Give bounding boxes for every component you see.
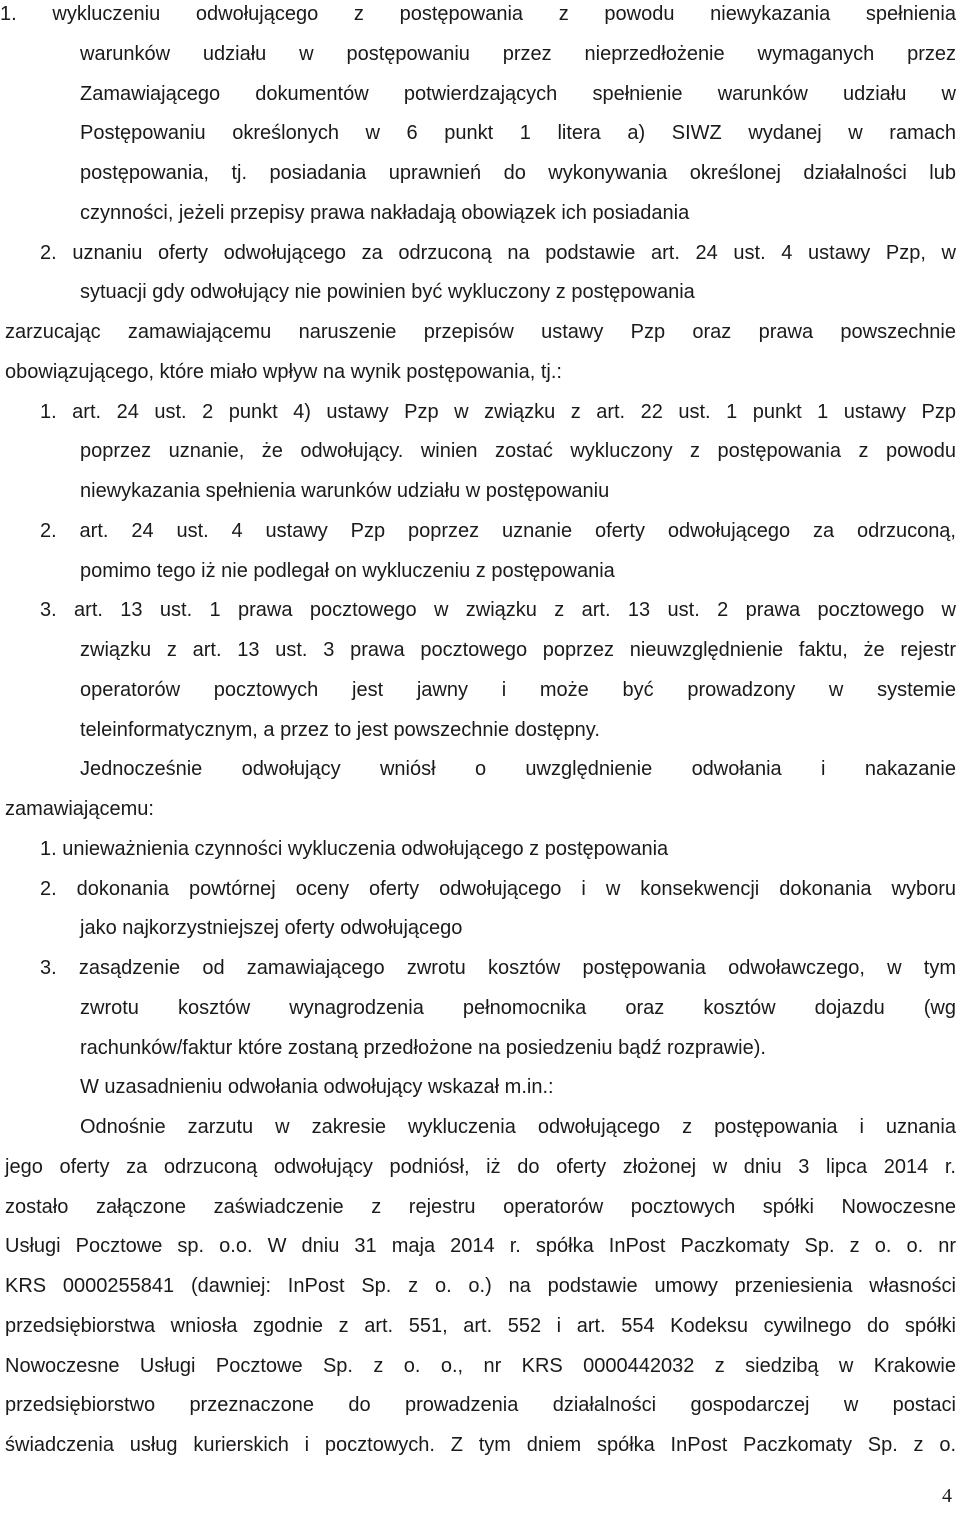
text-line: zamawiającemu:	[5, 798, 154, 820]
text-line: pomimo tego iż nie podlegał on wykluczeniu z postępowania	[80, 559, 615, 582]
text-line: świadczenia usług kurierskich i pocztowych. Z tym dniem spółka InPost Paczkomaty Sp. z o.	[5, 1434, 956, 1456]
text-line: W uzasadnieniu odwołania odwołujący wskazał m.in.:	[80, 1076, 554, 1099]
text-line: 3. zasądzenie od zamawiającego zwrotu kosztów postępowania odwoławczego, w tym	[40, 957, 956, 979]
text-line: Usługi Pocztowe sp. o.o. W dniu 31 maja 2014 r. spółka InPost Paczkomaty Sp. z o. o. nr	[5, 1235, 956, 1258]
text-line: Jednocześnie odwołujący wniósł o uwzględnienie odwołania i nakazanie	[80, 758, 956, 781]
text-line: zwrotu kosztów wynagrodzenia pełnomocnika oraz kosztów dojazdu (wg	[80, 996, 956, 1019]
text-line: jego oferty za odrzuconą odwołujący podniósł, iż do oferty złożonej w dniu 3 lipca 2014 r.	[5, 1155, 956, 1178]
text-line: Postępowaniu określonych w 6 punkt 1 litera a) SIWZ wydanej w ramach	[80, 122, 956, 145]
text-line: warunków udziału w postępowaniu przez nieprzedłożenie wymaganych przez	[80, 42, 956, 65]
text-line: 1. wykluczeniu odwołującego z postępowania z powodu niewykazania spełnienia	[0, 3, 956, 25]
text-line: 2. art. 24 ust. 4 ustawy Pzp poprzez uznanie oferty odwołującego za odrzuconą,	[40, 519, 956, 542]
text-line: Zamawiającego dokumentów potwierdzających spełnienie warunków udziału w	[80, 82, 956, 105]
text-line: czynności, jeżeli przepisy prawa nakładają obowiązek ich posiadania	[80, 201, 690, 224]
text-line: przedsiębiorstwa wniosła zgodnie z art. 551, art. 552 i art. 554 Kodeksu cywilnego do spółki	[5, 1314, 956, 1337]
text-line: obowiązującego, które miało wpływ na wynik postępowania, tj.:	[5, 360, 562, 383]
text-line: Odnośnie zarzutu w zakresie wykluczenia odwołującego z postępowania i uznania	[80, 1116, 956, 1138]
text-line: KRS 0000255841 (dawniej: InPost Sp. z o. o.) na podstawie umowy przeniesienia własności	[5, 1275, 956, 1297]
text-line: związku z art. 13 ust. 3 prawa pocztowego poprzez nieuwzględnienie faktu, że rejestr	[80, 639, 956, 661]
text-line: postępowania, tj. posiadania uprawnień do wykonywania określonej działalności lub	[80, 162, 956, 184]
page-number: 4	[942, 1485, 952, 1507]
text-line: poprzez uznanie, że odwołujący. winien zostać wykluczony z postępowania z powodu	[80, 440, 956, 463]
text-line: niewykazania spełnienia warunków udziału w postępowaniu	[80, 480, 610, 502]
text-line: zostało załączone zaświadczenie z rejestru operatorów pocztowych spółki Nowoczesne	[5, 1195, 956, 1218]
text-line: rachunków/faktur które zostaną przedłożone na posiedzeniu bądź rozprawie).	[80, 1036, 766, 1059]
text-line: Nowoczesne Usługi Pocztowe Sp. z o. o., nr KRS 0000442032 z siedzibą w Krakowie	[5, 1354, 956, 1377]
text-line: 1. art. 24 ust. 2 punkt 4) ustawy Pzp w związku z art. 22 ust. 1 punkt 1 ustawy Pzp	[40, 400, 956, 423]
text-line: przedsiębiorstwo przeznaczone do prowadzenia działalności gospodarczej w postaci	[5, 1394, 956, 1417]
text-line: teleinformatycznym, a przez to jest powszechnie dostępny.	[80, 718, 600, 741]
text-line: operatorów pocztowych jest jawny i może być prowadzony w systemie	[80, 678, 956, 701]
text-line: sytuacji gdy odwołujący nie powinien być wykluczony z postępowania	[80, 281, 695, 304]
text-line: 1. unieważnienia czynności wykluczenia odwołującego z postępowania	[40, 837, 669, 860]
text-line: jako najkorzystniejszej oferty odwołującego	[80, 917, 463, 940]
text-line: zarzucając zamawiającemu naruszenie przepisów ustawy Pzp oraz prawa powszechnie	[5, 321, 956, 343]
text-line: 2. dokonania powtórnej oceny oferty odwołującego i w konsekwencji dokonania wyboru	[40, 877, 956, 900]
text-line: 2. uznaniu oferty odwołującego za odrzuconą na podstawie art. 24 ust. 4 ustawy Pzp, w	[40, 241, 956, 264]
text-line: 3. art. 13 ust. 1 prawa pocztowego w związku z art. 13 ust. 2 prawa pocztowego w	[40, 599, 956, 622]
